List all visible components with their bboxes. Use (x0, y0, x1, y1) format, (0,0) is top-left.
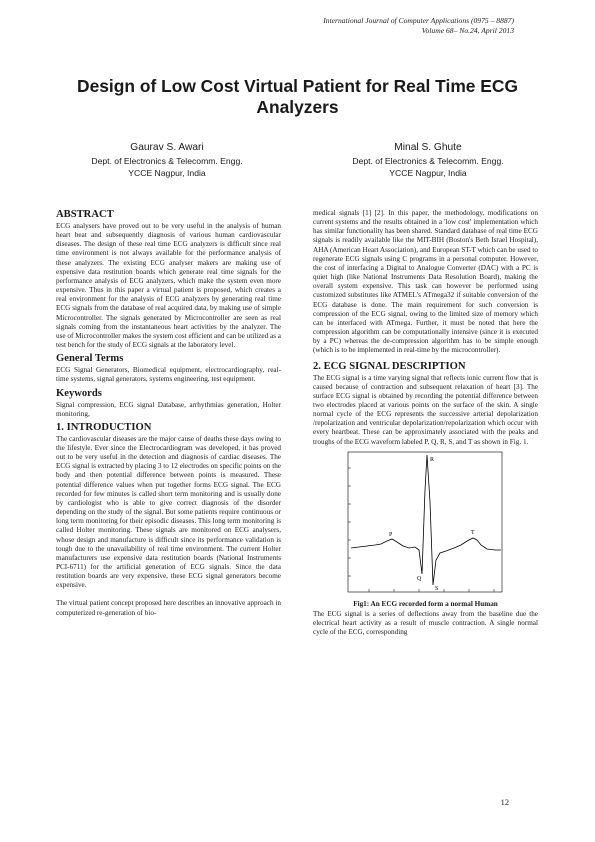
keywords-text: Signal compression, ECG signal Database, arrhythmias generation, Holter monitoring, (56, 400, 281, 418)
plot-frame (348, 452, 502, 592)
introduction-heading: 1. INTRODUCTION (56, 421, 152, 433)
introduction-paragraph-2: The virtual patient concept proposed here describes an innovative approach in computerized re-generation of bio- (56, 599, 281, 617)
author-block-1 (47, 141, 287, 179)
abstract-heading: ABSTRACT (56, 209, 114, 220)
author-institution: YCCE Nagpur, India (128, 168, 206, 178)
y-ticks (348, 468, 351, 576)
journal-volume: Volume 68– No.24, April 2013 (421, 26, 514, 35)
left-column (56, 209, 281, 618)
right-column (313, 209, 538, 637)
x-ticks (369, 589, 494, 592)
ecg-waveform-plot (339, 450, 505, 598)
peak-label-t: T (471, 529, 475, 536)
peak-label-p: P (389, 531, 393, 538)
author-name: Gaurav S. Awari (130, 142, 204, 153)
author-institution: YCCE Nagpur, India (389, 168, 467, 178)
general-terms-heading: General Terms (56, 353, 124, 365)
introduction-paragraph-1: The cardiovascular diseases are the major cause of deaths these days owing to the lifestyle. Ever since the Electrocardiogram was developed, it has proved out to be very useful in the detection and diagnosis of cardiac diseases. The ECG signal is extracted by placing 3 to 12 electrodes on specific points on the body and then potential difference between points is measured. These potential difference values when put together forms ECG signal. The ECG recorded for few minutes is called short term monitoring and is usually done by cardiologist who is able to give correct diagnosis of the disorder depending on the study of the signal. But some patients require continuous or long term monitoring for their episodic diseases. This long term monitoring is called Holter monitoring. These signals are monitored on ECG analysers, whose design and manufacture is difficult since its performance validation is tough due to the unavailability of real time environment. The current Holter manufacturers use expensive data restitution boards (National Instruments PCI-6711) for the artificial generation of ECG signals. Since the data restitution boards are very expensive, these ECG signal generators become expensive. (56, 434, 281, 590)
author-block-2 (308, 141, 548, 179)
introduction-paragraph-3: medical signals [1] [2]. In this paper, the methodology, modifications on current systems and the results obtained in a 'low cost' implementation which has similar functionality has been shared. Standard database of real time ECG signals is readily available like the MIT-BIH (Boston's Beth Israel Hospital), AHA (American Heart Association), and European ST-T which can be used to regenerate ECG signals using C programs in a personal computer. However, the cost of interfacing a Digital to Analogue Converter (DAC) with a PC is quiet high (like National Instruments Data Resolution Board), making the overall system expensive. This task can however be performed using customized substitutes like ATMEL's ATmega32 if suitable conversion of the ECG database is done. The main requirement for such conversion is compression of the ECG signal, owing to the limited size of memory which can be interfaced with ATmega. Further, it must be noted that here the compression algorithm can be computationally intensive (since it is executed by a PC) whereas the de-compression algorithm has to be simple enough (which is to be implemented in real-time by the microcontroller). (313, 209, 538, 355)
peak-label-q: Q (417, 575, 422, 582)
keywords-heading: Keywords (56, 387, 102, 399)
ecg-trace (351, 455, 501, 585)
page-number: 12 (500, 798, 509, 807)
figure-caption: Fig1: An ECG recorded form a normal Human (353, 599, 498, 608)
section-2-paragraph-1: The ECG signal is a time varying signal that reflects ionic current flow that is caused because of contraction and subsequent relaxation of heart [3]. The surface ECG signal is obtained by recording the potential difference between two electrodes placed at various points on the surface of the skin. A single normal cycle of the ECG represents the successive arterial depolarization /repolarization and ventricular depolarization/repolarization which occur with every heartbeat. These can be approximately associated with the peaks and troughs of the ECG waveform labeled P, Q, R, S, and T as shown in Fig. 1. (313, 373, 538, 446)
peak-label-s: S (435, 585, 439, 592)
author-dept: Dept. of Electronics & Telecomm. Engg. (91, 156, 243, 166)
author-dept: Dept. of Electronics & Telecomm. Engg. (352, 156, 504, 166)
author-name: Minal S. Ghute (394, 142, 462, 153)
paper-title: Design of Low Cost Virtual Patient for Real Time ECG Analyzers (77, 76, 518, 117)
journal-header (194, 16, 514, 36)
general-terms-text: ECG Signal Generators, Biomedical equipment, electrocardiography, real-time systems, signal generators, systems engineering, test equipment. (56, 366, 281, 384)
ecg-figure (339, 450, 505, 598)
peak-label-r: R (430, 456, 435, 463)
section-2-paragraph-2: The ECG signal is a series of deflections away from the baseline due the electrical heart activity as a result of muscle contraction. A single normal cycle of the ECG, corresponding (313, 609, 538, 637)
abstract-text: ECG analysers have proved out to be very useful in the analysis of human heart beat and subsequently diagnosis of various human cardiovascular diseases. The design of these real time ECG analyzers is difficult since real time environment is not always available for the performance analysis of these analyzers. The existing ECG analyser makers are making use of expensive data restitution boards which generate real time signals for the performance analysis of ECG analyzers, which make the system even more expensive. Thus in this paper a virtual patient is proposed, which creates a real environment for the analysis of ECG analyzers by generating real time ECG signals from the database of real acquired data, by making use of simple Microcontroller. The signals generated by Microcontroller are seen as real signals coming from the instantaneous heart activities by the analyzer. The use of Microcontroller makes the system cost efficient and can be utilized as a test bench for the study of ECG signals at the laboratory level. (56, 222, 281, 350)
journal-name: International Journal of Computer Applications (0975 – 8887) (323, 16, 514, 25)
section-2-heading: 2. ECG SIGNAL DESCRIPTION (313, 360, 466, 372)
